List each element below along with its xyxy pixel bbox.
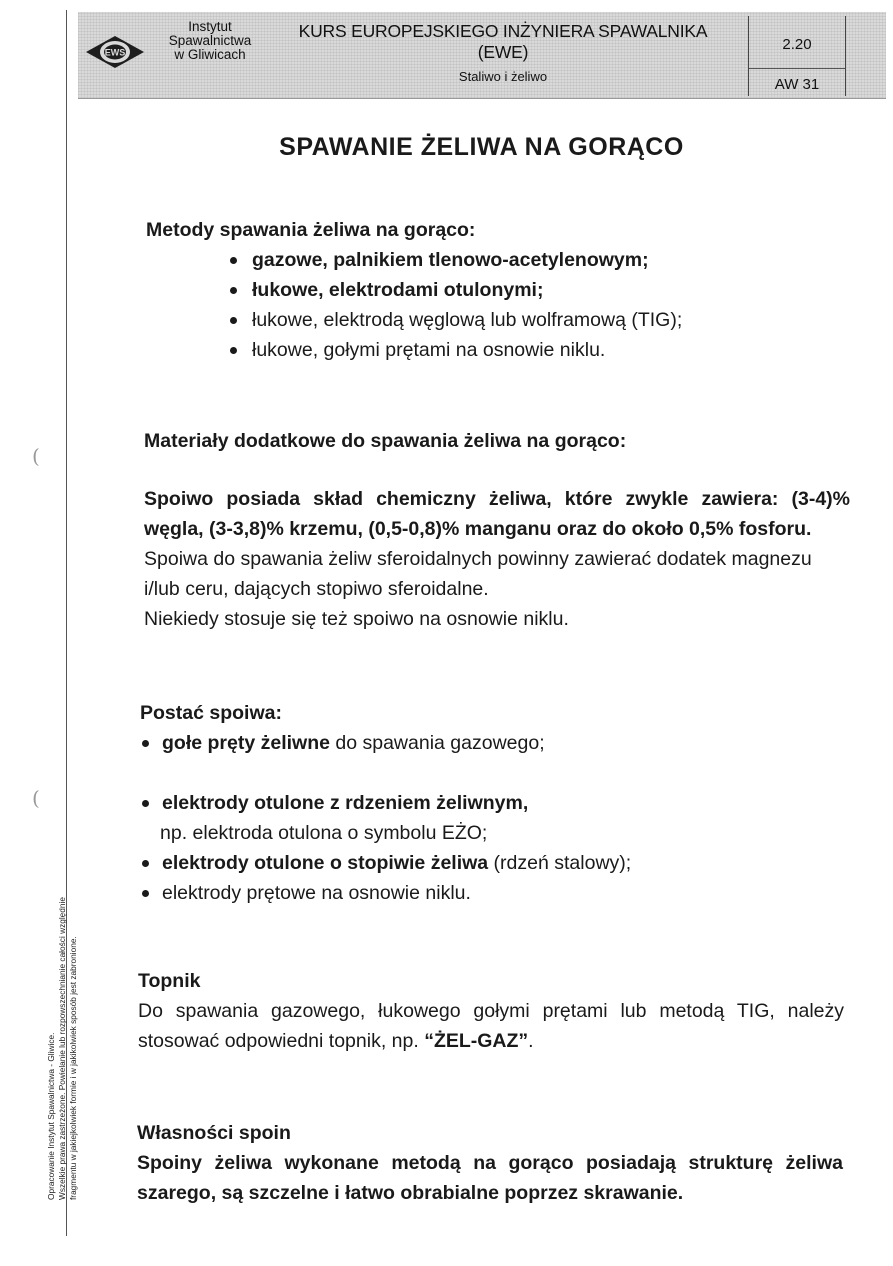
paragraph: Do spawania gazowego, łukowego gołymi prętami lub metodą TIG, należy stosować odpowiedni topnik, np. “ŻEL-GAZ”. bbox=[138, 1000, 844, 1052]
list-item: łukowe, elektrodą węglową lub wolframową (TIG); bbox=[226, 305, 846, 335]
course-title-line: (EWE) bbox=[477, 42, 529, 62]
methods-list bbox=[226, 245, 846, 365]
copyright-line: Wszelkie prawa zastrzeżone. Powielanie lub rozpowszechnianie całości względnie bbox=[57, 897, 67, 1200]
flux-section bbox=[138, 966, 844, 1056]
institute-line: w Gliwicach bbox=[174, 47, 246, 62]
course-title-line: KURS EUROPEJSKIEGO INŻYNIERA SPAWALNIKA bbox=[298, 21, 708, 41]
page-code-box bbox=[748, 16, 846, 96]
section-heading: Własności spoin bbox=[137, 1122, 291, 1144]
institute-line: Spawalnictwa bbox=[168, 33, 252, 48]
svg-text:EWS: EWS bbox=[104, 47, 126, 58]
list-item: gazowe, palnikiem tlenowo-acetylenowym; bbox=[226, 245, 846, 275]
copyright-line: fragmentu w jakiejkolwiek formie i w jakikolwiek sposób jest zabronione. bbox=[68, 936, 78, 1200]
list-item-note: np. elektroda otulona o symbolu EŻO; bbox=[160, 822, 488, 844]
section-heading: Metody spawania żeliwa na gorąco: bbox=[146, 219, 476, 241]
section-heading: Postać spoiwa: bbox=[140, 702, 282, 724]
copyright-line: Opracowanie Instytut Spawalnictwa - Gliwice. bbox=[46, 1032, 56, 1200]
list-item: łukowe, elektrodami otulonymi; bbox=[226, 275, 846, 305]
course-title bbox=[283, 21, 723, 84]
materials-section bbox=[144, 426, 850, 634]
section-number: 2.20 bbox=[782, 36, 812, 53]
composition-text: Spoiwo posiada skład chemiczny żeliwa, które zwykle zawiera: (3-4)% węgla, (3-3,8)% krzemu, (0,5-0,8)% manganu oraz do około 0,5% fosforu. bbox=[144, 488, 850, 540]
methods-section bbox=[146, 215, 846, 365]
page-header bbox=[78, 12, 886, 99]
copyright-note bbox=[46, 860, 79, 1200]
filler-form-section bbox=[140, 698, 840, 908]
filler-form-list bbox=[140, 728, 840, 908]
punch-hole-mark: ( bbox=[32, 444, 40, 468]
sheet-number: AW 31 bbox=[774, 76, 820, 93]
punch-hole-mark: ( bbox=[32, 786, 40, 810]
page-title: SPAWANIE ŻELIWA NA GORĄCO bbox=[279, 133, 684, 161]
section-heading: Topnik bbox=[138, 970, 201, 992]
properties-section bbox=[137, 1118, 843, 1208]
list-item: elektrody otulone z rdzeniem żeliwnym, bbox=[140, 788, 840, 818]
list-item: łukowe, gołymi prętami na osnowie niklu. bbox=[226, 335, 846, 365]
course-subtitle: Staliwo i żeliwo bbox=[458, 69, 548, 84]
list-item: gołe pręty żeliwne do spawania gazowego; bbox=[140, 728, 840, 758]
list-item: elektrody prętowe na osnowie niklu. bbox=[140, 878, 840, 908]
paragraph: Spoiny żeliwa wykonane metodą na gorąco posiadają strukturę żeliwa szarego, są szczelne i łatwo obrabialne poprzez skrawanie. bbox=[137, 1152, 843, 1204]
section-heading: Materiały dodatkowe do spawania żeliwa na gorąco: bbox=[144, 430, 627, 452]
list-item: elektrody otulone o stopiwie żeliwa (rdzeń stalowy); bbox=[140, 848, 840, 878]
institute-name bbox=[160, 20, 260, 62]
paragraph: Niekiedy stosuje się też spoiwo na osnowie niklu. bbox=[144, 608, 569, 630]
institute-line: Instytut bbox=[188, 19, 232, 34]
paragraph: Spoiwa do spawania żeliw sferoidalnych powinny zawierać dodatek magnezu i/lub ceru, dających stopiwo sferoidalne. bbox=[144, 548, 812, 600]
institute-logo bbox=[84, 34, 146, 70]
